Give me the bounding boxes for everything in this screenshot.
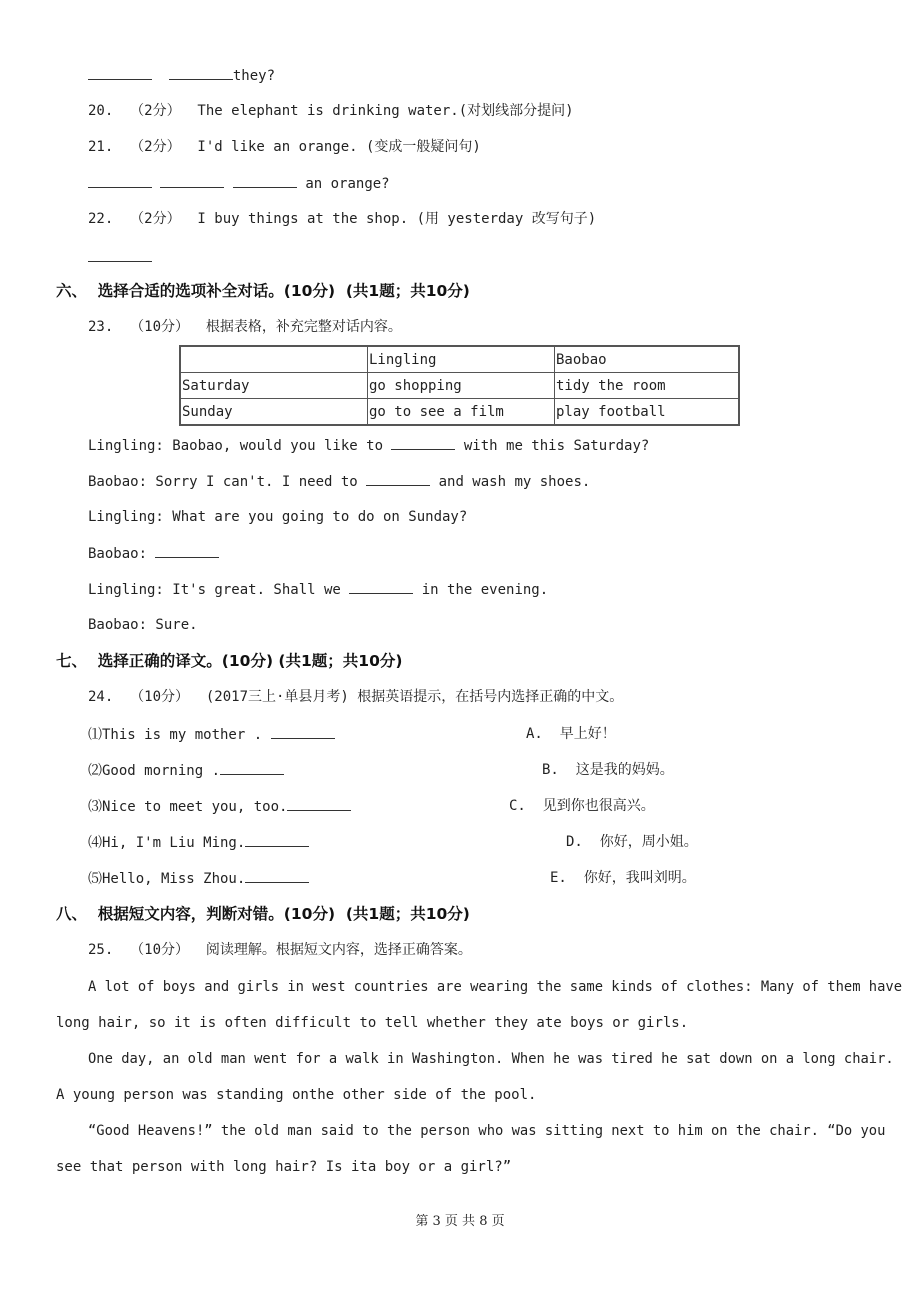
answer-blank[interactable] <box>245 833 309 847</box>
table-header-row <box>180 346 739 373</box>
question-20: 20. （2分） The elephant is drinking water.(对划线部分提问) <box>88 103 574 119</box>
answer-blank[interactable] <box>287 797 351 811</box>
table-cell: go shopping <box>368 373 555 399</box>
question-23: 23. （10分） 根据表格，补充完整对话内容。 <box>88 319 402 335</box>
answer-blank[interactable] <box>245 869 309 883</box>
match-item-1: ⑴This is my mother . <box>88 725 335 744</box>
table-row <box>180 373 739 399</box>
dialog-line-2: Baobao: Sorry I can't. I need to and wash my shoes. <box>88 474 591 490</box>
match-item-3: ⑶Nice to meet you, too. <box>88 797 351 816</box>
question-22: 22. （2分） I buy things at the shop. (用 yesterday 改写句子) <box>88 211 597 227</box>
answer-blank[interactable] <box>349 580 413 594</box>
section-6-heading: 六、 选择合适的选项补全对话。(10分) (共1题；共10分) <box>56 282 470 300</box>
question-24: 24. （10分） (2017三上·单县月考) 根据英语提示，在括号内选择正确的中文。 <box>88 689 624 705</box>
match-option-a: A. 早上好！ <box>526 726 616 742</box>
dialog-line-4: Baobao: <box>88 544 219 563</box>
table-cell <box>180 346 368 373</box>
match-option-b: B. 这是我的妈妈。 <box>542 762 674 778</box>
page-footer: 第 3 页 共 8 页 <box>415 1214 505 1229</box>
table-row <box>180 399 739 426</box>
q21-answer-line: an orange? <box>88 174 390 193</box>
table-cell: Baobao <box>555 346 740 373</box>
answer-blank[interactable] <box>391 436 455 450</box>
question-25: 25. （10分） 阅读理解。根据短文内容，选择正确答案。 <box>88 942 472 958</box>
section-8-heading: 八、 根据短文内容，判断对错。(10分) (共1题；共10分) <box>56 905 470 923</box>
dialog-line-3: Lingling: What are you going to do on Sunday? <box>88 509 468 525</box>
match-option-d: D. 你好，周小姐。 <box>566 834 698 850</box>
passage-line: long hair, so it is often difficult to tell whether they ate boys or girls. <box>56 1015 689 1031</box>
answer-blank[interactable] <box>155 544 219 558</box>
answer-blank[interactable] <box>169 66 233 80</box>
table-cell: tidy the room <box>555 373 740 399</box>
schedule-table <box>179 345 740 426</box>
table-cell: Lingling <box>368 346 555 373</box>
table-cell: go to see a film <box>368 399 555 426</box>
match-item-4: ⑷Hi, I'm Liu Ming. <box>88 833 309 852</box>
match-item-2: ⑵Good morning . <box>88 761 284 780</box>
answer-blank[interactable] <box>366 472 430 486</box>
match-item-5: ⑸Hello, Miss Zhou. <box>88 869 309 888</box>
answer-blank[interactable] <box>88 174 152 188</box>
passage-line: see that person with long hair? Is ita boy or a girl?” <box>56 1159 512 1175</box>
table-cell: Sunday <box>180 399 368 426</box>
answer-blank[interactable] <box>88 66 152 80</box>
answer-blank[interactable] <box>271 725 335 739</box>
q19-answer-line: they? <box>88 66 275 85</box>
question-21: 21. （2分） I'd like an orange. (变成一般疑问句) <box>88 139 481 155</box>
answer-blank[interactable] <box>233 174 297 188</box>
answer-blank[interactable] <box>220 761 284 775</box>
match-option-e: E. 你好，我叫刘明。 <box>550 870 696 886</box>
match-option-c: C. 见到你也很高兴。 <box>509 798 655 814</box>
answer-blank[interactable] <box>160 174 224 188</box>
passage-line: One day, an old man went for a walk in Washington. When he was tired he sat down on a long chair. <box>88 1051 894 1067</box>
passage-line: “Good Heavens!” the old man said to the person who was sitting next to him on the chair. “Do you <box>88 1123 886 1139</box>
table-cell: Saturday <box>180 373 368 399</box>
passage-line: A lot of boys and girls in west countries are wearing the same kinds of clothes: Many of them have <box>88 979 903 995</box>
section-7-heading: 七、 选择正确的译文。(10分) (共1题；共10分) <box>56 652 403 670</box>
answer-blank[interactable] <box>88 248 152 262</box>
q22-answer-line <box>88 248 152 267</box>
table-cell: play football <box>555 399 740 426</box>
dialog-line-6: Baobao: Sure. <box>88 617 198 633</box>
dialog-line-5: Lingling: It's great. Shall we in the evening. <box>88 582 549 598</box>
dialog-line-1: Lingling: Baobao, would you like to with me this Saturday? <box>88 438 650 454</box>
passage-line: A young person was standing onthe other side of the pool. <box>56 1087 537 1103</box>
